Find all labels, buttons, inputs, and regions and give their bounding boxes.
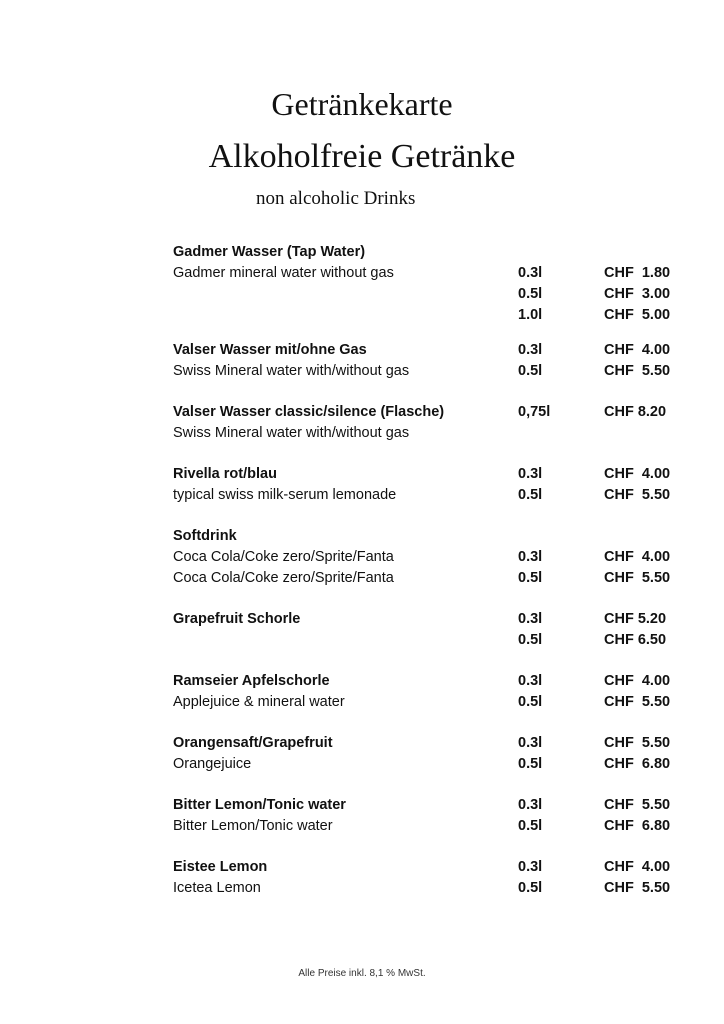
drink-volume: 0.3l	[518, 735, 543, 751]
drink-name-row	[173, 242, 693, 263]
drink-detail-row	[173, 816, 693, 837]
drink-price: CHF 4.00	[604, 342, 671, 358]
drink-name: Softdrink	[173, 528, 237, 544]
drink-name-row	[173, 526, 693, 547]
drink-volume: 0,75l	[518, 404, 551, 420]
drink-name: Ramseier Apfelschorle	[173, 673, 330, 689]
drink-detail-row	[173, 284, 693, 305]
drink-description: Gadmer mineral water without gas	[173, 265, 394, 281]
drink-item	[173, 671, 693, 713]
drink-volume: 0.3l	[518, 265, 543, 281]
drink-detail-row	[173, 361, 693, 382]
drink-volume: 0.5l	[518, 818, 543, 834]
drink-volume: 0.5l	[518, 694, 543, 710]
drink-name-row	[173, 340, 693, 361]
drink-detail-row	[173, 547, 693, 568]
drink-volume: 0.5l	[518, 756, 543, 772]
drink-detail-row	[173, 754, 693, 775]
drink-price: CHF 5.50	[604, 797, 671, 813]
drink-volume: 0.5l	[518, 880, 543, 896]
drink-item	[173, 402, 693, 444]
drink-volume: 0.3l	[518, 797, 543, 813]
drink-detail-row	[173, 305, 693, 326]
drink-price: CHF 6.50	[604, 632, 667, 648]
drink-price: CHF 4.00	[604, 859, 671, 875]
drink-item	[173, 242, 693, 326]
drink-name-row	[173, 671, 693, 692]
drink-name: Valser Wasser classic/silence (Flasche)	[173, 404, 445, 420]
drink-price: CHF 4.00	[604, 549, 671, 565]
drink-description: Swiss Mineral water with/without gas	[173, 363, 410, 379]
drink-volume: 0.3l	[518, 549, 543, 565]
drink-volume: 0.3l	[518, 673, 543, 689]
drink-price: CHF 5.20	[604, 611, 667, 627]
drink-detail-row	[173, 692, 693, 713]
drink-detail-row	[173, 423, 693, 444]
drink-name: Valser Wasser mit/ohne Gas	[173, 342, 367, 358]
drink-volume: 0.3l	[518, 611, 543, 627]
drinks-list	[173, 242, 693, 919]
drink-description: typical swiss milk-serum lemonade	[173, 487, 397, 503]
drink-price: CHF 1.80	[604, 265, 671, 281]
drink-detail-row	[173, 485, 693, 506]
drink-name-row	[173, 609, 693, 630]
drink-detail-row	[173, 630, 693, 651]
drink-name: Grapefruit Schorle	[173, 611, 301, 627]
drink-price: CHF 5.50	[604, 735, 671, 751]
drink-item	[173, 340, 693, 382]
drink-price: CHF 3.00	[604, 286, 671, 302]
drink-volume: 1.0l	[518, 307, 543, 323]
drink-price: CHF 5.50	[604, 694, 671, 710]
drink-price: CHF 5.00	[604, 307, 671, 323]
drink-description: Icetea Lemon	[173, 880, 261, 896]
drink-price: CHF 5.50	[604, 880, 671, 896]
drink-description: Bitter Lemon/Tonic water	[173, 818, 333, 834]
drink-price: CHF 6.80	[604, 756, 671, 772]
drink-name-row	[173, 402, 693, 423]
drink-volume: 0.3l	[518, 859, 543, 875]
drink-price: CHF 4.00	[604, 673, 671, 689]
drink-description: Applejuice & mineral water	[173, 694, 345, 710]
drink-description: Orangejuice	[173, 756, 252, 772]
menu-tagline: non alcoholic Drinks	[256, 188, 416, 209]
drink-volume: 0.3l	[518, 342, 543, 358]
menu-title: Getränkekarte	[271, 86, 453, 122]
drink-item	[173, 464, 693, 506]
drink-volume: 0.3l	[518, 466, 543, 482]
drink-detail-row	[173, 878, 693, 899]
drink-item	[173, 795, 693, 837]
drink-volume: 0.5l	[518, 487, 543, 503]
drink-name-row	[173, 464, 693, 485]
drink-description: Swiss Mineral water with/without gas	[173, 425, 410, 441]
drink-price: CHF 6.80	[604, 818, 671, 834]
drink-price: CHF 5.50	[604, 487, 671, 503]
drink-volume: 0.5l	[518, 632, 543, 648]
drink-volume: 0.5l	[518, 363, 543, 379]
drink-volume: 0.5l	[518, 286, 543, 302]
drink-detail-row	[173, 568, 693, 589]
drink-name: Rivella rot/blau	[173, 466, 277, 482]
drink-name-row	[173, 795, 693, 816]
menu-subtitle: Alkoholfreie Getränke	[208, 138, 516, 175]
drink-price: CHF 4.00	[604, 466, 671, 482]
drink-description: Coca Cola/Coke zero/Sprite/Fanta	[173, 549, 394, 565]
vat-note: Alle Preise inkl. 8,1 % MwSt.	[298, 968, 426, 979]
drink-name: Orangensaft/Grapefruit	[173, 735, 333, 751]
drink-name: Bitter Lemon/Tonic water	[173, 797, 346, 813]
drink-item	[173, 733, 693, 775]
drink-item	[173, 857, 693, 899]
drink-detail-row	[173, 263, 693, 284]
drink-item	[173, 526, 693, 589]
drink-name: Gadmer Wasser (Tap Water)	[173, 244, 366, 260]
drink-name-row	[173, 857, 693, 878]
drink-name: Eistee Lemon	[173, 859, 268, 875]
drink-price: CHF 5.50	[604, 363, 671, 379]
drink-description: Coca Cola/Coke zero/Sprite/Fanta	[173, 570, 394, 586]
drink-price: CHF 8.20	[604, 404, 667, 420]
drink-name-row	[173, 733, 693, 754]
drink-item	[173, 609, 693, 651]
drink-volume: 0.5l	[518, 570, 543, 586]
drink-price: CHF 5.50	[604, 570, 671, 586]
